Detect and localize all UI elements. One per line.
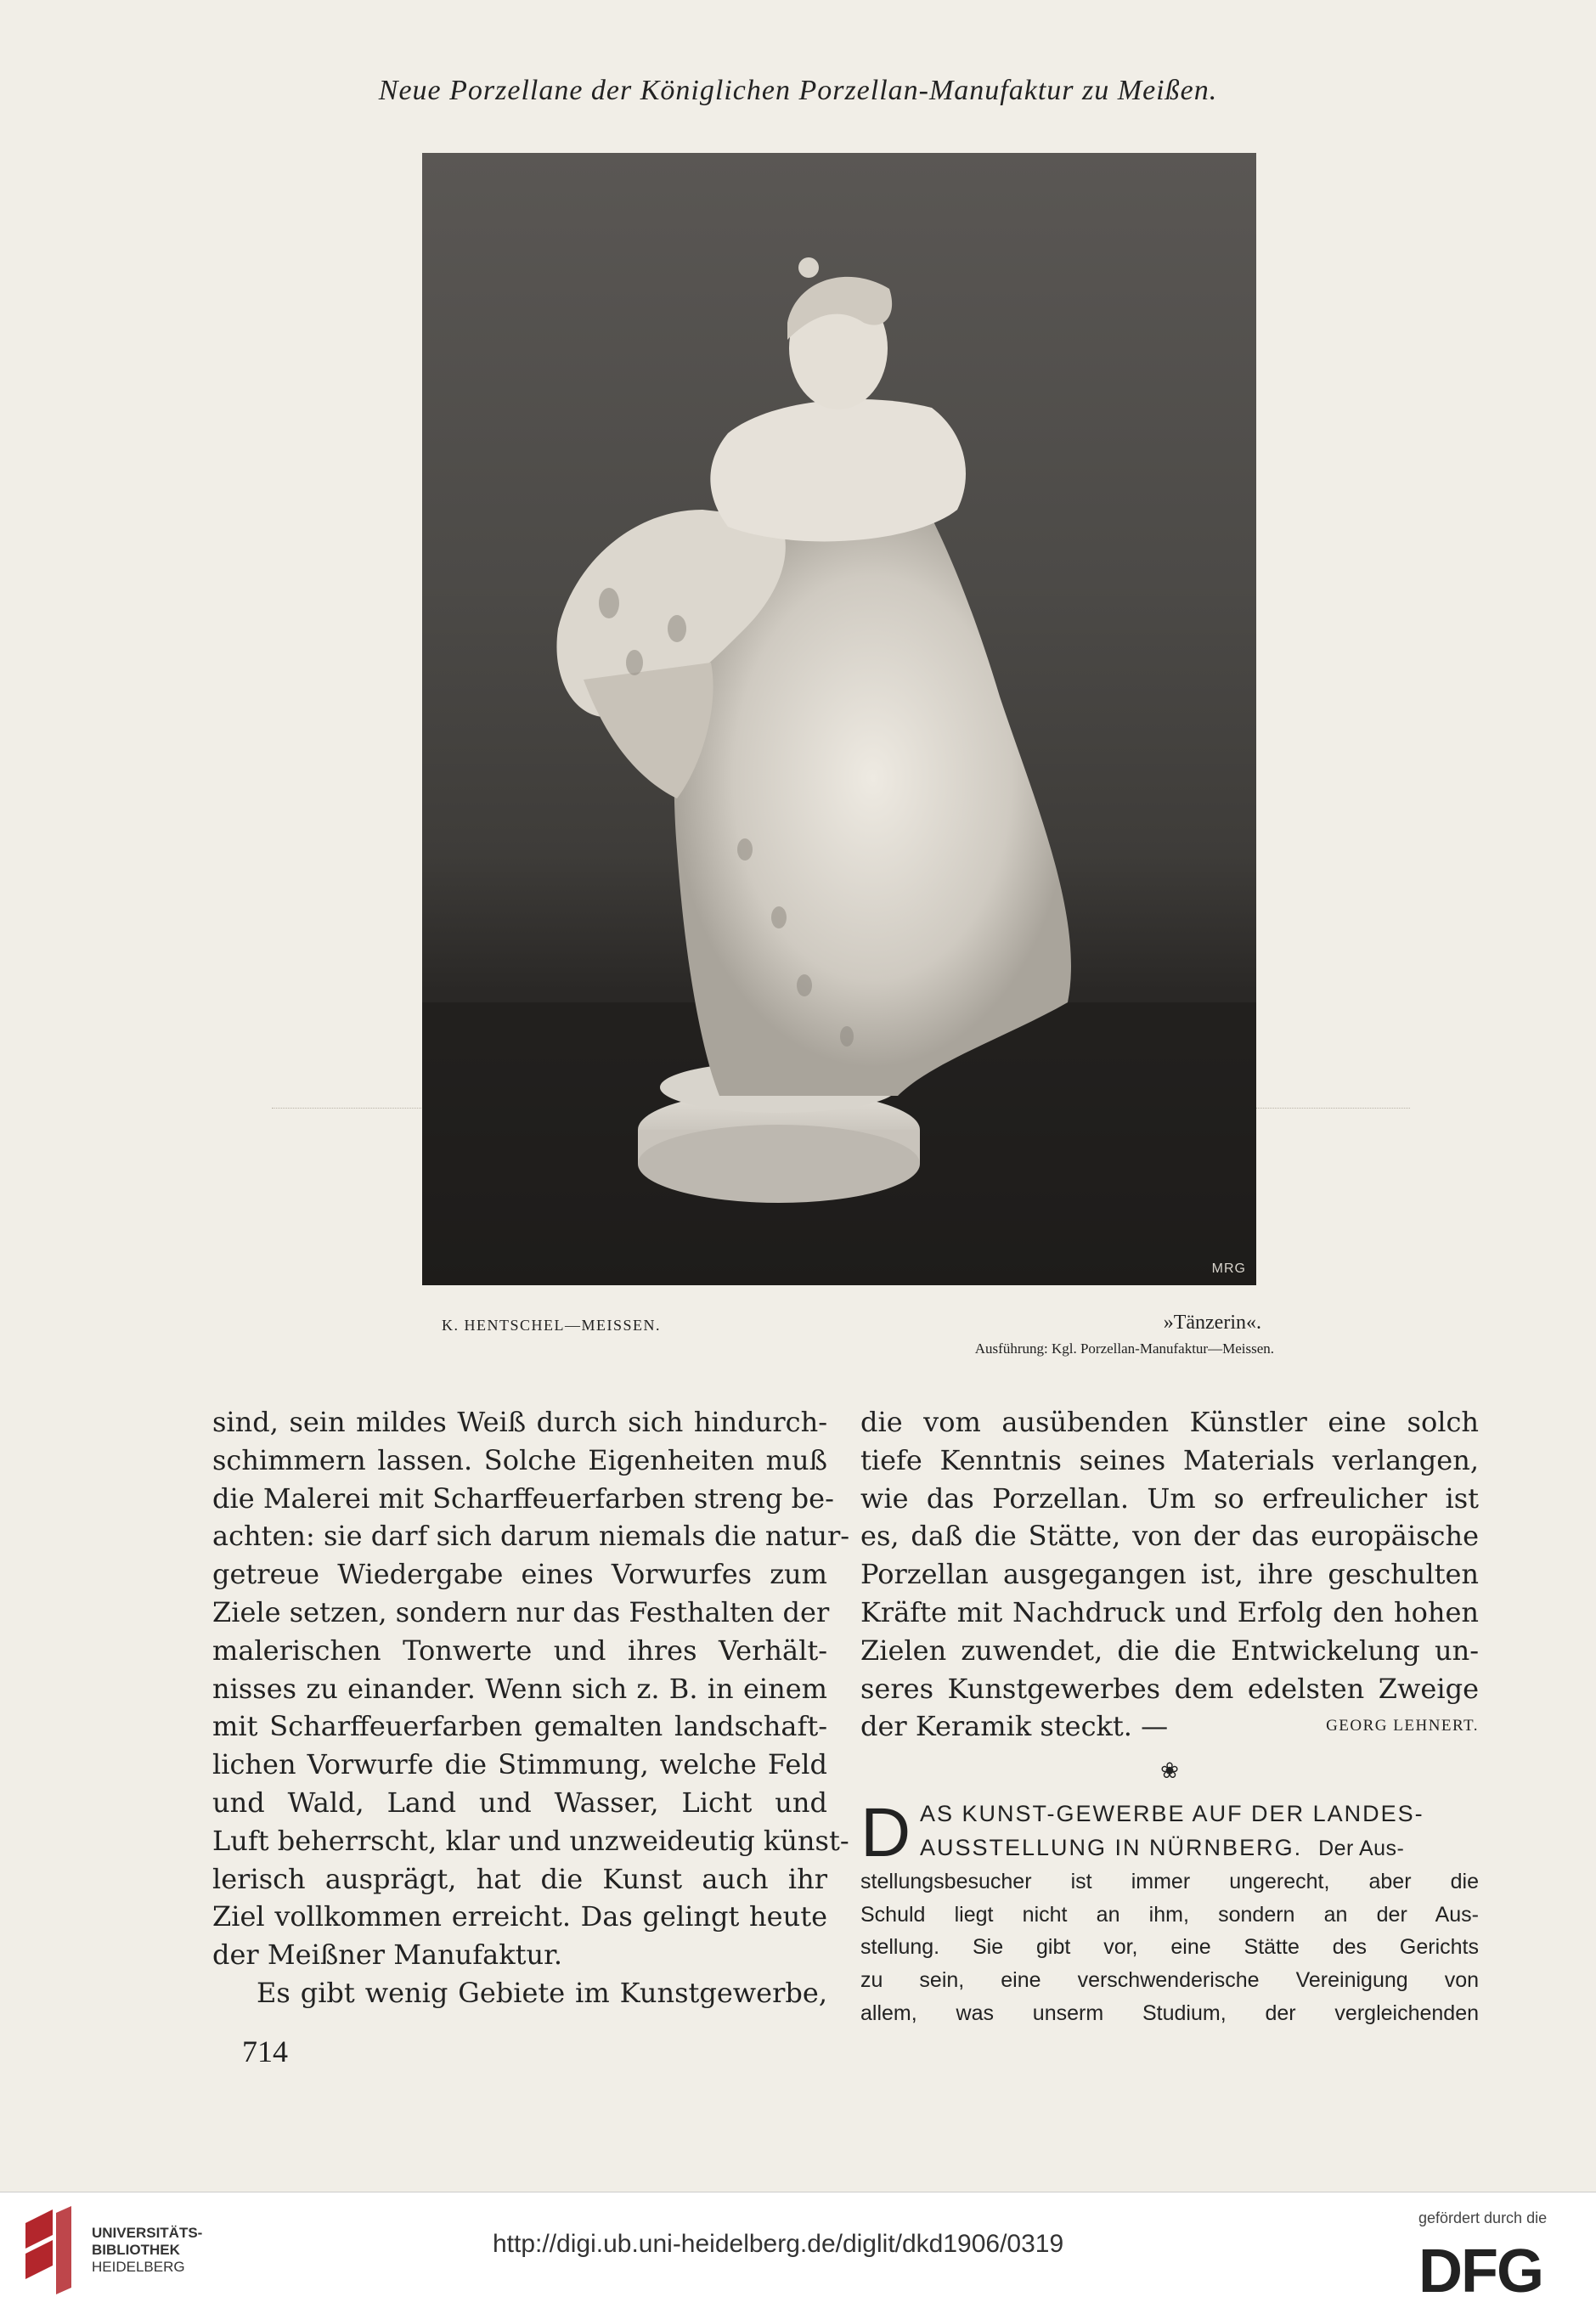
funder-label: gefördert durch die [1418,2209,1548,2226]
text-line: allem, was unserm Studium, der vergleichenden [860,2000,1479,2025]
section-ornament: ❀ [1160,1758,1179,1785]
left-column [212,1403,850,2012]
section-heading [860,1794,1479,1872]
text-line: seres Kunstgewerbes dem edelsten Zweige [860,1672,1479,1705]
text-line: tiefe Kenntnis seines Materials verlangen, [860,1443,1479,1476]
section-title-line2-rest: Der Aus- [1318,1837,1405,1861]
text-line: Ziel vollkommen erreicht. Das gelingt heute [212,1900,827,1933]
permalink-url[interactable]: http://digi.ub.uni-heidelberg.de/diglit/dkd1906/0319 [493,2230,1064,2258]
library-name-line3: HEIDELBERG [92,2259,185,2275]
text-line: stellung. Sie gibt vor, eine Stätte des Gerichts [860,1935,1479,1960]
digitization-footer [0,2192,1596,2308]
running-head: Neue Porzellane der Königlichen Porzellan-Manufaktur zu Meißen. [378,75,1218,106]
text-line: Kräfte mit Nachdruck und Erfolg den hohen [860,1595,1479,1628]
section-title-line2-text: AUSSTELLUNG IN NÜRNBERG. [920,1835,1303,1861]
porcelain-dancer-figurine [422,153,1256,1285]
university-library-logo-icon [19,2206,78,2294]
text-line: es, daß die Stätte, von der das europäische [860,1520,1479,1553]
text-line: Es gibt wenig Gebiete im Kunstgewerbe, [257,1976,827,2009]
text-line: Luft beherrscht, klar und unzweideutig künst- [212,1824,849,1857]
text-line: stellungsbesucher ist immer ungerecht, aber die [860,1870,1479,1894]
text-line: mit Scharffeuerfarben gemalten landschaft- [212,1710,827,1743]
text-line: Porzellan ausgegangen ist, ihre geschulten [860,1558,1479,1591]
closing-text: der Keramik steckt. — [860,1710,1169,1743]
closing-line [860,1707,1479,1746]
text-line: die vom ausübenden Künstler eine solch [860,1406,1479,1438]
drop-cap: D [860,1794,911,1872]
section-title-line2 [920,1831,1479,1865]
text-line: der Meißner Manufaktur. [212,1938,563,1972]
dfg-logo: DFG [1418,2237,1542,2305]
photographer-monogram: MRG [1211,1261,1246,1276]
library-name [92,2225,202,2276]
section-body [860,1865,1479,2029]
artist-caption: K. HENTSCHEL—MEISSEN. [442,1317,662,1334]
text-line: sind, sein mildes Weiß durch sich hindurch- [212,1406,827,1438]
library-name-line1: UNIVERSITÄTS- [92,2225,203,2241]
text-line: Schuld liegt nicht an ihm, sondern an der Aus- [860,1902,1479,1927]
figure-title: »Tänzerin«. [1163,1312,1261,1334]
text-line: die Malerei mit Scharffeuerfarben streng be- [212,1481,834,1515]
text-line: wie das Porzellan. Um so erfreulicher ist [860,1481,1479,1515]
execution-credit: Ausführung: Kgl. Porzellan-Manufaktur—Meissen. [974,1340,1274,1357]
page-number: 714 [242,2034,288,2068]
figure-photograph [422,153,1256,1285]
text-line: zu sein, eine verschwenderische Vereinigung von [860,1967,1479,1992]
text-line: Zielen zuwendet, die die Entwickelung un- [860,1634,1479,1667]
text-line: schimmern lassen. Solche Eigenheiten muß [212,1443,827,1476]
text-line: nisses zu einander. Wenn sich z. B. in einem [212,1672,827,1705]
section-title-line1: AS KUNST-GEWERBE AUF DER LANDES- [920,1801,1424,1827]
right-column [860,1403,1479,2029]
text-line: getreue Wiedergabe eines Vorwurfes zum [212,1558,827,1591]
text-line: Ziele setzen, sondern nur das Festhalten der [212,1595,830,1628]
text-line: und Wald, Land und Wasser, Licht und [212,1786,827,1819]
library-name-line2: BIBLIOTHEK [92,2242,180,2258]
text-line: malerischen Tonwerte und ihres Verhält- [212,1634,827,1667]
text-line: lichen Vorwurfe die Stimmung, welche Feld [212,1748,827,1781]
text-line: achten: sie darf sich darum niemals die natur- [212,1520,850,1553]
author-signature: GEORG LEHNERT. [1326,1717,1479,1735]
text-line: lerisch ausprägt, hat die Kunst auch ihr [212,1862,827,1895]
